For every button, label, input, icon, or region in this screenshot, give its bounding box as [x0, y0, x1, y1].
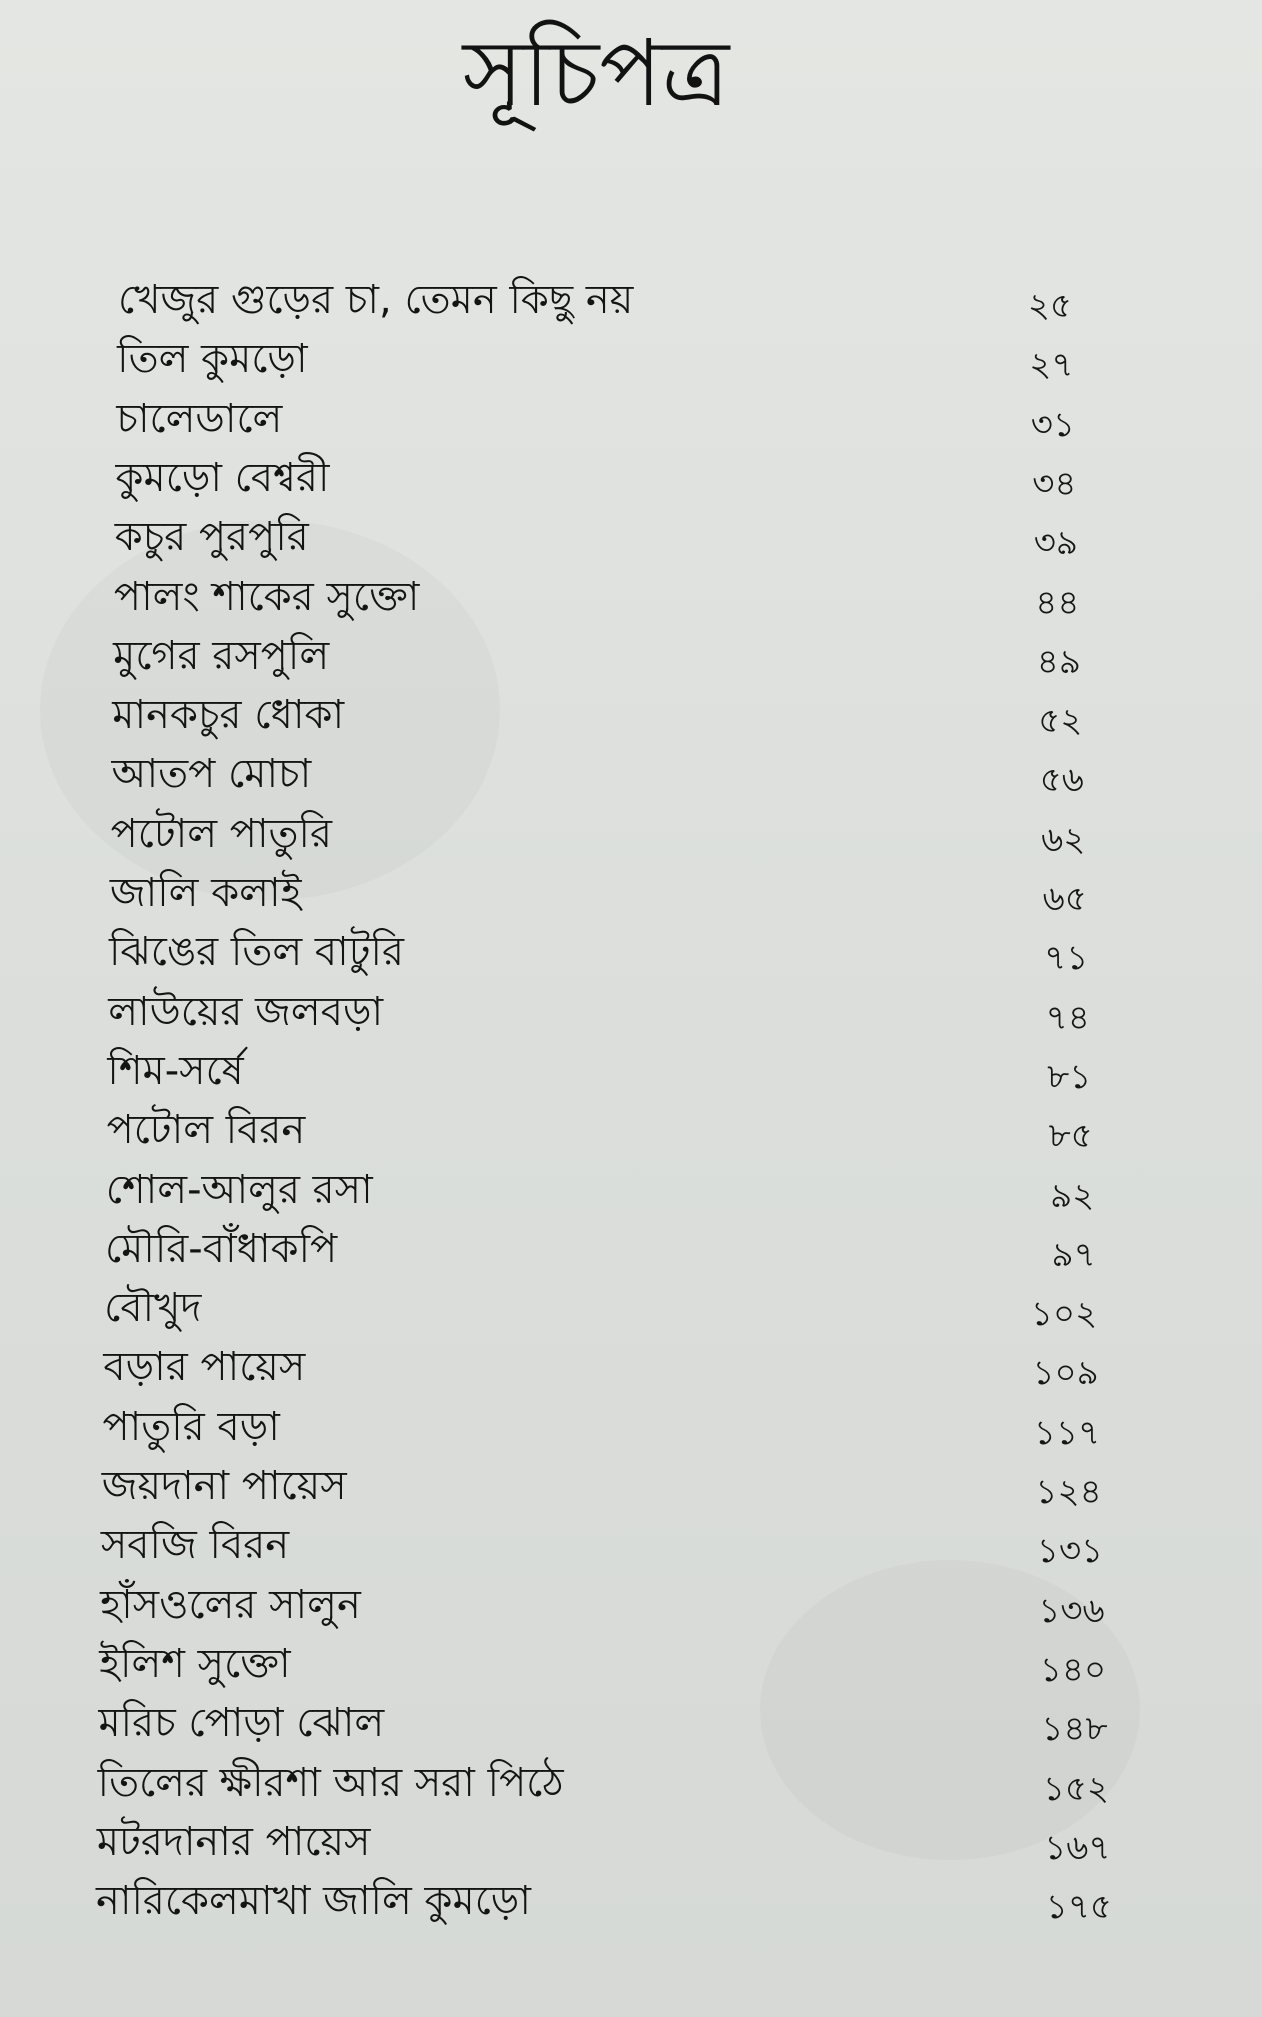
toc-entry-page-number: ৯৭	[1051, 1234, 1096, 1275]
toc-entry	[0, 1517, 1262, 1573]
toc-entry	[0, 569, 1262, 625]
toc-entry-page-number: ১৫২	[1042, 1768, 1110, 1809]
toc-entry-page-number: ৪৯	[1036, 641, 1081, 682]
toc-entry	[0, 450, 1262, 506]
toc-entry	[0, 746, 1262, 802]
toc-entry-title: চালেডালে	[116, 395, 283, 442]
toc-entry-page-number: ১৩৬	[1038, 1590, 1105, 1631]
toc-entry-page-number: ৩৪	[1032, 463, 1077, 504]
toc-entry-title: পাতুরি বড়া	[102, 1403, 280, 1450]
toc-entry-title: হাঁসওলের সালুন	[100, 1581, 361, 1628]
toc-entry-title: ঝিঙের তিল বাটুরি	[109, 929, 404, 976]
toc-entry	[0, 331, 1262, 387]
toc-entry-title: তিলের ক্ষীরশা আর সরা পিঠে	[97, 1759, 564, 1806]
toc-entry-page-number: ৯২	[1050, 1175, 1095, 1216]
toc-entry-title: মটরদানার পায়েস	[96, 1818, 371, 1865]
toc-entry-title: মুগের রসপুলি	[113, 632, 330, 679]
toc-entry-page-number: ৩৯	[1033, 523, 1078, 564]
toc-entry-page-number: ১৪০	[1039, 1649, 1107, 1690]
toc-entry-title: নারিকেলমাখা জালি কুমড়ো	[96, 1878, 531, 1925]
toc-entry	[0, 272, 1262, 328]
toc-entry-page-number: ১১৭	[1033, 1412, 1101, 1453]
toc-entry-page-number: ৭১	[1044, 938, 1089, 979]
toc-entry	[0, 1814, 1262, 1870]
toc-entry-title: বড়ার পায়েস	[103, 1344, 306, 1391]
toc-entry-page-number: ১০২	[1030, 1294, 1098, 1335]
toc-entry-page-number: ৩১	[1030, 404, 1075, 445]
toc-entry-title: আতপ মোচা	[111, 751, 312, 798]
toc-entry	[0, 391, 1262, 447]
toc-entry-page-number: ১৬৭	[1044, 1827, 1111, 1868]
toc-entry-title: মৌরি-বাঁধাকপি	[104, 1225, 338, 1272]
toc-entry-page-number: ১৩১	[1036, 1531, 1104, 1572]
toc-entry	[0, 509, 1262, 565]
toc-entry-title: জালি কলাই	[109, 870, 302, 916]
toc-entry	[0, 1695, 1262, 1751]
toc-entry-page-number: ৪৪	[1035, 582, 1080, 623]
toc-entry-title: শিম-সর্ষে	[107, 1047, 244, 1094]
toc-entry-page-number: ১২৪	[1035, 1472, 1102, 1512]
toc-entry-title: কুমড়ো বেশ্বরী	[115, 454, 330, 501]
toc-entry-title: মরিচ পোড়া ঝোল	[98, 1700, 385, 1747]
toc-entry	[0, 1280, 1262, 1336]
toc-entry-title: মানকচুর ধোকা	[112, 692, 345, 739]
toc-entry	[0, 924, 1262, 980]
toc-entry-page-number: ৫৬	[1039, 760, 1084, 801]
toc-entry-title: কচুর পুরপুরি	[114, 514, 309, 561]
toc-entry-page-number: ২৭	[1029, 345, 1074, 386]
toc-entry	[0, 1221, 1262, 1277]
toc-entry-page-number: ৮৫	[1048, 1116, 1093, 1157]
toc-entry	[0, 687, 1262, 743]
toc-entry-title: পটোল পাতুরি	[110, 810, 333, 857]
toc-entry-page-number: ১০৯	[1032, 1353, 1099, 1394]
toc-entry-title: বৌখুদ	[104, 1285, 202, 1332]
toc-entry	[0, 865, 1262, 921]
toc-entry-title: খেজুর গুড়ের চা, তেমন কিছু নয়	[118, 277, 634, 323]
toc-entry-page-number: ৮১	[1047, 1056, 1092, 1097]
toc-entry	[0, 1102, 1262, 1158]
toc-entry-page-number: ৭৪	[1045, 997, 1090, 1038]
toc-entry-page-number: ৫২	[1038, 701, 1083, 742]
toc-entry	[0, 628, 1262, 684]
toc-entry-title: সবজি বিরন	[100, 1522, 290, 1569]
toc-entry-page-number: ৬২	[1041, 819, 1086, 860]
toc-entry-page-number: ৬৫	[1042, 879, 1087, 919]
toc-entry	[0, 1043, 1262, 1099]
toc-entry	[0, 1873, 1262, 1929]
toc-entry	[0, 1636, 1262, 1692]
toc-entry-title: ইলিশ সুক্তো	[99, 1640, 291, 1687]
toc-entry	[0, 1458, 1262, 1514]
toc-entry	[0, 806, 1262, 862]
toc-entry	[0, 1339, 1262, 1395]
toc-entry-page-number: ১৪৮	[1041, 1709, 1108, 1750]
toc-entry-title: জয়দানা পায়েস	[101, 1463, 347, 1509]
toc-entry	[0, 1399, 1262, 1455]
toc-entry-title: শোল-আলুর রসা	[105, 1166, 373, 1213]
toc-entry-page-number: ১৭৫	[1045, 1887, 1112, 1928]
toc-entry	[0, 1577, 1262, 1633]
toc-entry-title: পটোল বিরন	[106, 1107, 306, 1154]
toc-entry	[0, 984, 1262, 1040]
toc-entry	[0, 1162, 1262, 1218]
toc-entry	[0, 1755, 1262, 1811]
toc-entry-title: পালং শাকের সুক্তো	[113, 573, 420, 620]
toc-entry-page-number: ২৫	[1027, 286, 1072, 326]
toc-entry-title: তিল কুমড়ো	[117, 336, 308, 383]
page-title: সূচিপত্র	[462, 20, 730, 127]
toc-entry-title: লাউয়ের জলবড়া	[108, 988, 384, 1035]
